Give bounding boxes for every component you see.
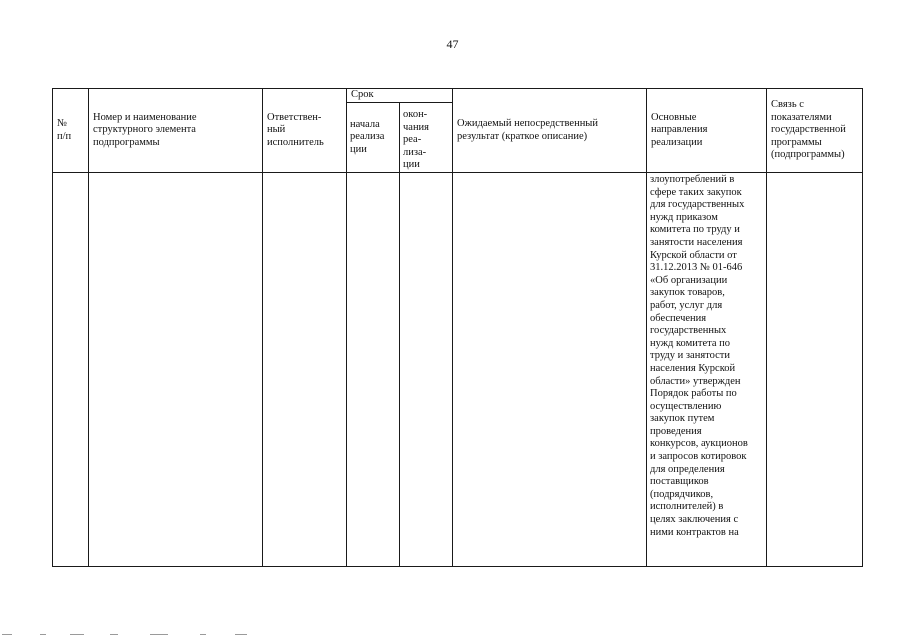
directions-line: ними контрактов на: [650, 526, 739, 538]
directions-line: занятости населения: [650, 236, 743, 248]
directions-line: нужд комитета по: [650, 337, 730, 349]
cell-start-term: [347, 173, 400, 567]
directions-line: государственных: [650, 325, 727, 337]
header-number: № п/п: [53, 89, 89, 173]
directions-line: и запросов котировок: [650, 451, 747, 463]
directions-line: для государственных: [650, 199, 745, 211]
directions-line: труду и занятости: [650, 350, 730, 362]
directions-line: конкурсов, аукционов: [650, 438, 748, 450]
directions-line: (подрядчиков,: [650, 488, 714, 500]
header-start-term: начала реализа ции: [347, 103, 400, 173]
directions-line: проведения: [650, 425, 702, 437]
header-responsible: Ответствен- ный исполнитель: [263, 89, 347, 173]
header-end-term: окон- чания реа- лиза- ции: [400, 103, 453, 173]
cell-number: [53, 173, 89, 567]
cell-end-term: [400, 173, 453, 567]
directions-line: осуществлению: [650, 400, 722, 412]
cell-main-directions: [647, 173, 767, 567]
header-expected-result: Ожидаемый непосредственный результат (краткое описание): [453, 89, 647, 173]
page-number: 47: [446, 37, 459, 51]
directions-line: обеспечения: [650, 312, 707, 324]
directions-line: комитета по труду и: [650, 224, 740, 236]
cell-responsible: [263, 173, 347, 567]
directions-line: области» утвержден: [650, 375, 741, 387]
directions-line: «Об организации: [650, 274, 728, 286]
directions-line: для определения: [650, 463, 725, 475]
directions-line: закупок товаров,: [650, 287, 725, 299]
directions-line: закупок путем: [650, 413, 715, 425]
directions-line: Порядок работы по: [650, 388, 737, 400]
directions-text: [650, 174, 765, 539]
directions-line: поставщиков: [650, 476, 709, 488]
directions-line: нужд приказом: [650, 211, 718, 223]
directions-line: 31.12.2013 № 01-646: [650, 262, 743, 274]
cell-link-indicators: [767, 173, 863, 567]
header-term: Срок: [347, 89, 453, 103]
cell-expected-result: [453, 173, 647, 567]
directions-line: исполнителей) в: [650, 501, 724, 513]
directions-line: сфере таких закупок: [650, 186, 742, 198]
directions-line: целях заключения с: [650, 514, 739, 526]
directions-line: Курской области от: [650, 249, 737, 261]
implementation-table: [52, 88, 863, 567]
table-row: [53, 173, 863, 567]
directions-line: населения Курской: [650, 362, 736, 374]
cell-structural-element: [89, 173, 263, 567]
header-main-directions: Основные направления реализации: [647, 89, 767, 173]
scan-noise: [0, 628, 905, 640]
directions-line: работ, услуг для: [650, 299, 723, 311]
header-structural-element: Номер и наименование структурного элемента подпрограммы: [89, 89, 263, 173]
directions-line: злоупотреблений в: [650, 174, 735, 185]
header-link-indicators: Связь с показателями государственной программы (подпрограммы): [767, 89, 863, 173]
